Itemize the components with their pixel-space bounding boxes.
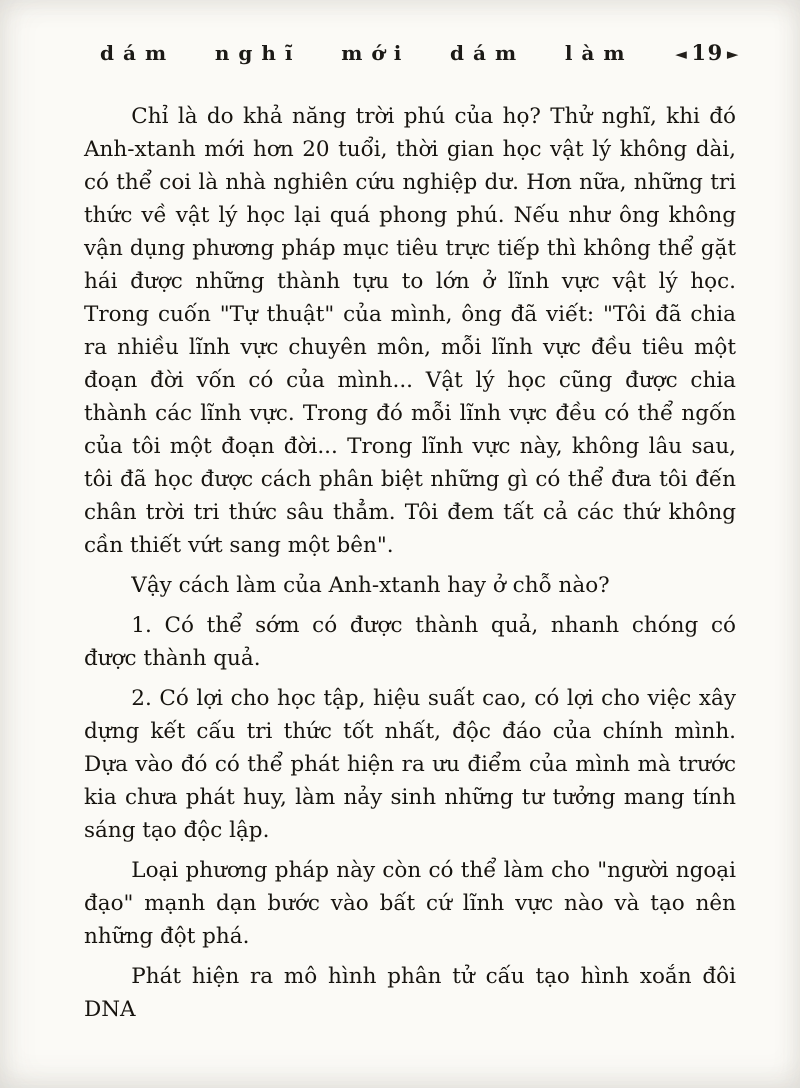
- page-header: [100, 40, 742, 65]
- paragraph-4: 2. Có lợi cho học tập, hiệu suất cao, có lợi cho việc xây dựng kết cấu tri thức tốt nhất, độc đáo của chính mình. Dựa vào đó có thể phát hiện ra ưu điểm của mình mà trước kia chưa phát huy, làm nảy sinh những tư tưởng mang tính sáng tạo độc lập.: [84, 686, 736, 843]
- page-content: [84, 100, 736, 1033]
- page-number-value: 19: [691, 40, 724, 65]
- running-title-word-2: nghĩ: [214, 41, 302, 65]
- left-arrow-icon: ◄: [675, 45, 689, 63]
- page-number: [673, 40, 742, 65]
- running-title-word-4: dám: [450, 41, 526, 65]
- right-arrow-icon: ►: [726, 45, 740, 63]
- paragraph-1: Chỉ là do khả năng trời phú của họ? Thử nghĩ, khi đó Anh-xtanh mới hơn 20 tuổi, thời gian học vật lý không dài, có thể coi là nhà nghiên cứu nghiệp dư. Hơn nữa, những tri thức về vật lý học lại quá phong phú. Nếu như ông không vận dụng phương pháp mục tiêu trực tiếp thì không thể gặt hái được những thành tựu to lớn ở lĩnh vực vật lý học. Trong cuốn "Tự thuật" của mình, ông đã viết: "Tôi đã chia ra nhiều lĩnh vực chuyên môn, mỗi lĩnh vực đều tiêu một đoạn đời vốn có của mình... Vật lý học cũng được chia thành các lĩnh vực. Trong đó mỗi lĩnh vực đều có thể ngốn của tôi một đoạn đời... Trong lĩnh vực này, không lâu sau, tôi đã học được cách phân biệt những gì có thể đưa tôi đến chân trời tri thức sâu thẳm. Tôi đem tất cả các thứ không cần thiết vứt sang một bên".: [84, 104, 736, 558]
- running-title-word-3: mới: [341, 41, 411, 65]
- paragraph-5: Loại phương pháp này còn có thể làm cho "người ngoại đạo" mạnh dạn bước vào bất cứ lĩnh vực nào và tạo nên những đột phá.: [84, 858, 736, 949]
- paragraph-6: Phát hiện ra mô hình phân tử cấu tạo hình xoắn đôi DNA: [84, 964, 736, 1022]
- running-title-word-5: làm: [564, 41, 634, 65]
- paragraph-2: Vậy cách làm của Anh-xtanh hay ở chỗ nào?: [131, 573, 610, 598]
- paragraph-3: 1. Có thể sớm có được thành quả, nhanh chóng có được thành quả.: [84, 613, 736, 671]
- running-title-word-1: dám: [100, 41, 176, 65]
